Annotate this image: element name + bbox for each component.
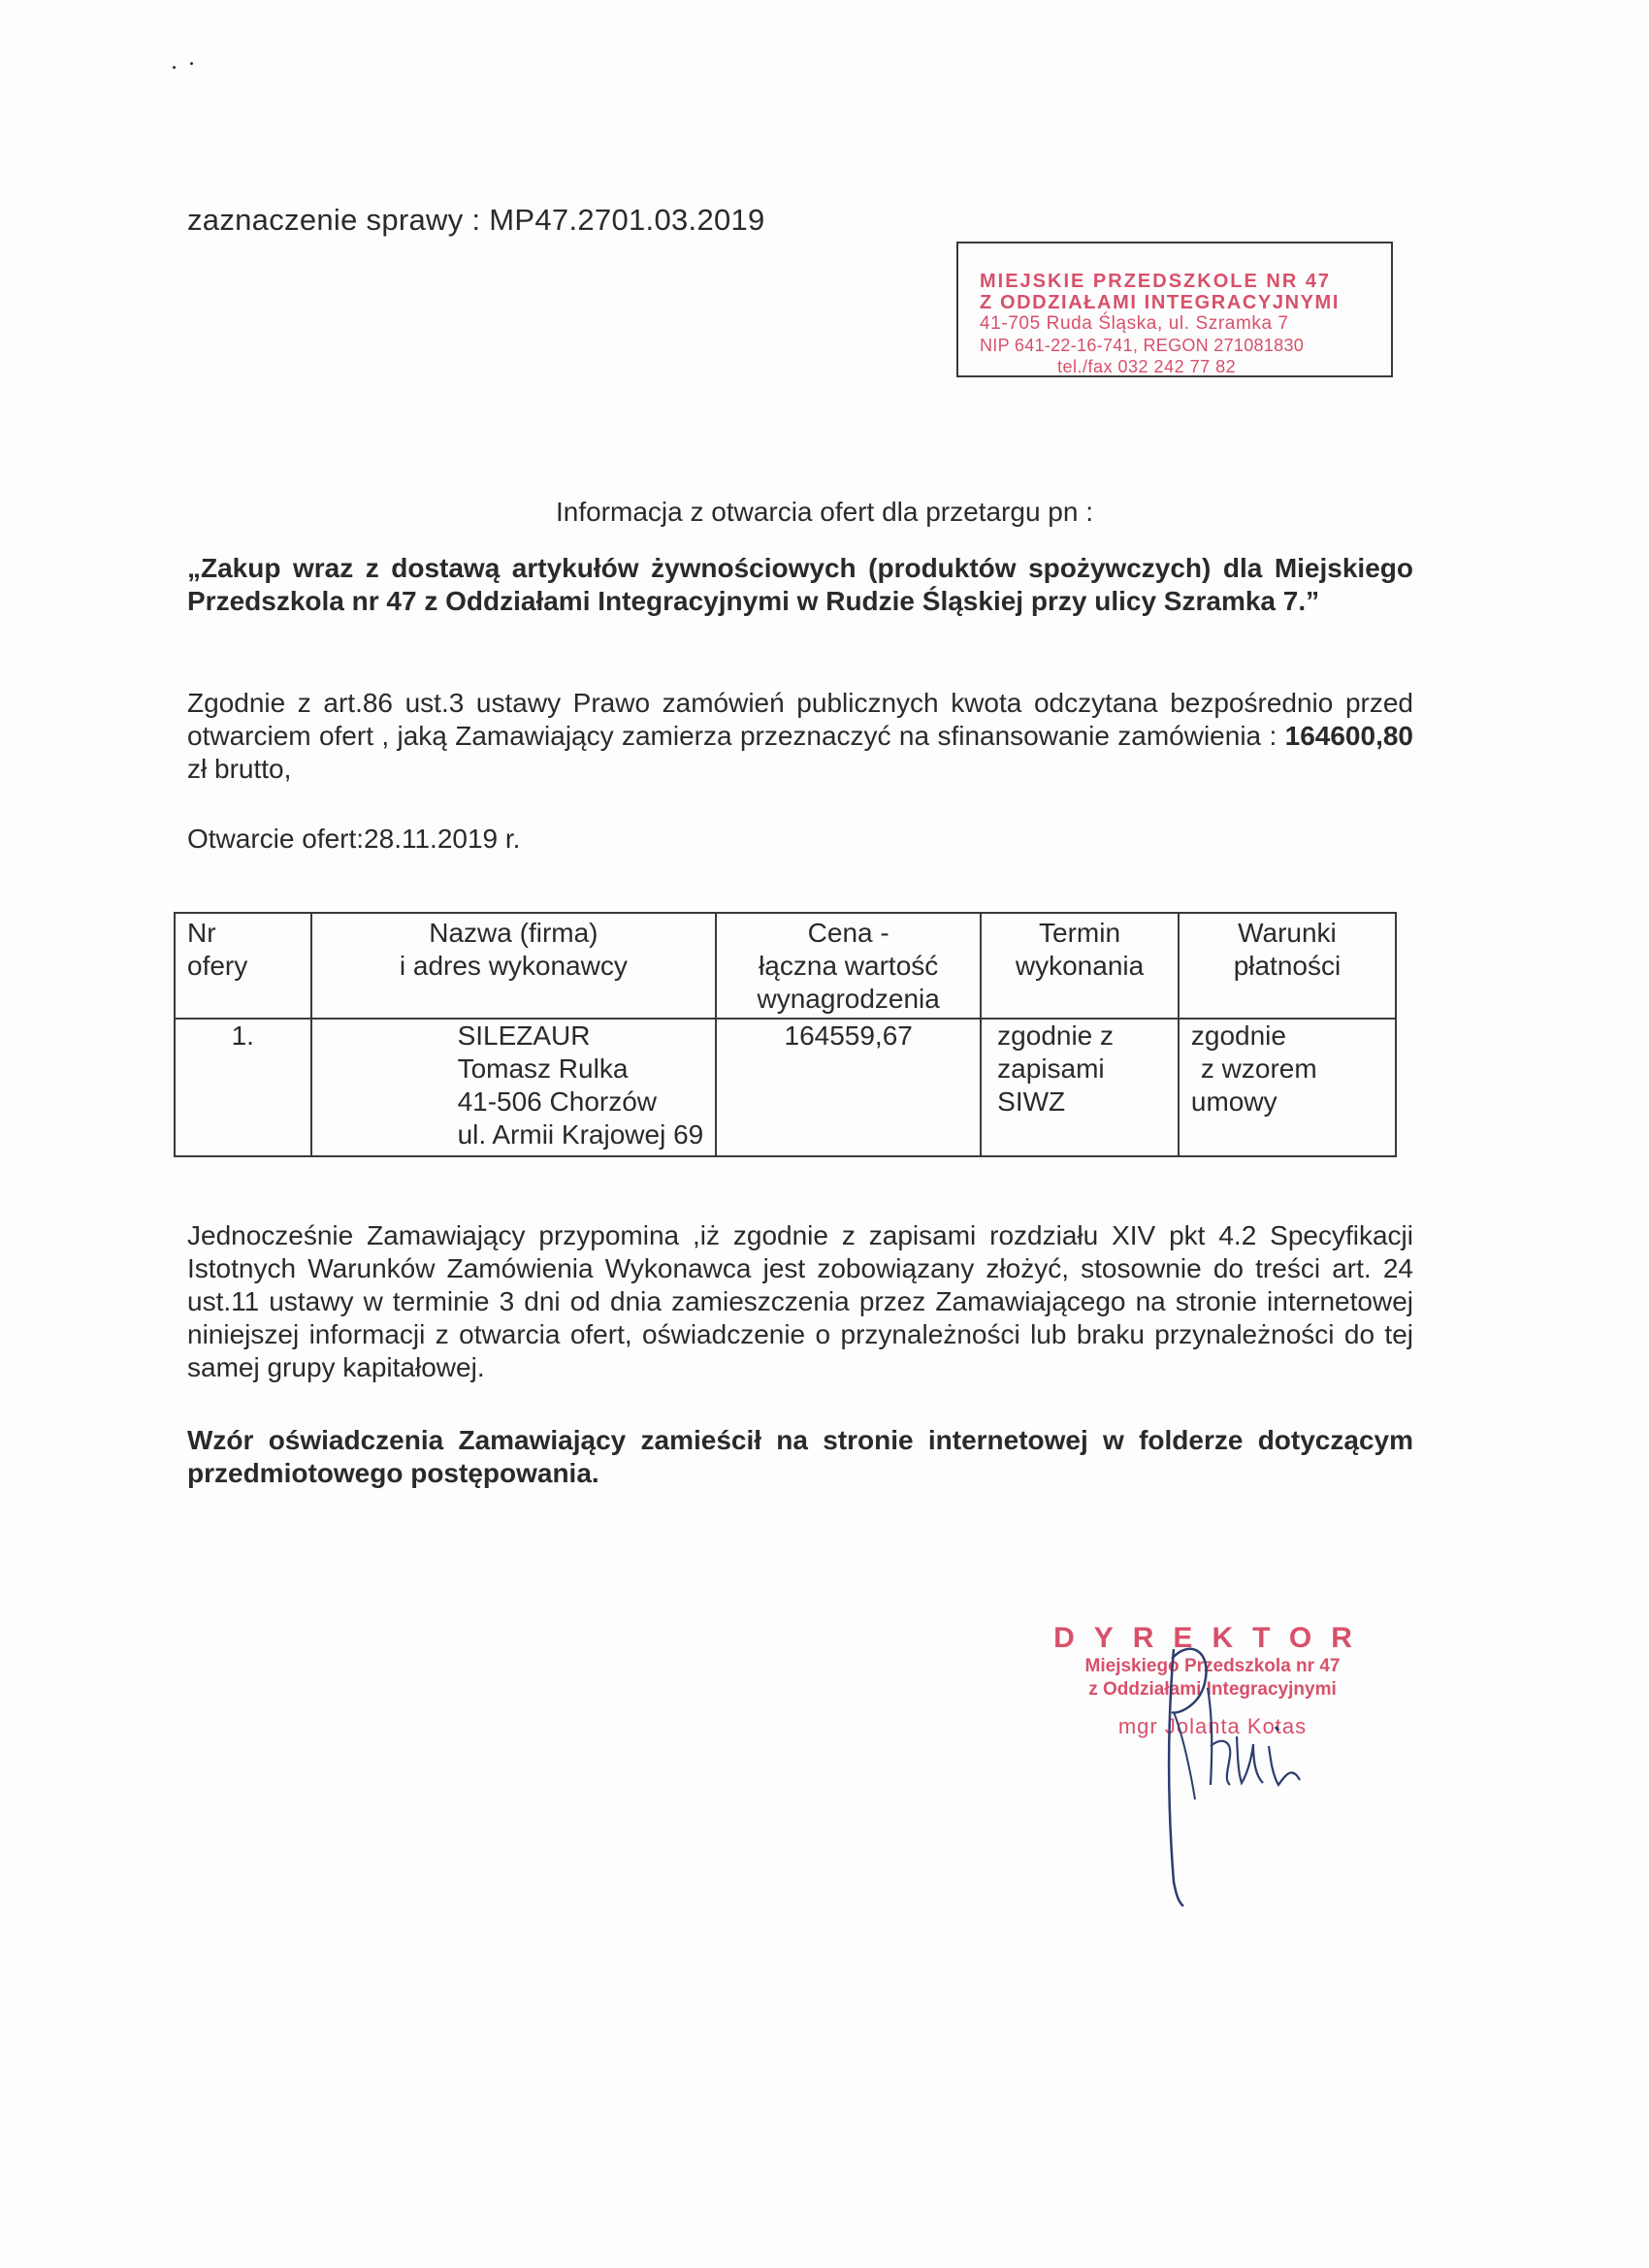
director-stamp-institution: Miejskiego Przedszkola nr 47 <box>1084 1656 1341 1676</box>
stamp-line-institution: MIEJSKIE PRZEDSZKOLE NR 47 <box>980 271 1332 292</box>
stamp-line-nip-regon: NIP 641-22-16-741, REGON 271081830 <box>980 336 1305 355</box>
budget-amount: 164600,80 <box>1284 721 1413 751</box>
director-stamp-subtitle: z Oddziałami Integracyjnymi <box>1088 1679 1337 1700</box>
offer-number-cell: 1. <box>175 1019 311 1156</box>
stamp-line-address: 41-705 Ruda Śląska, ul. Szramka 7 <box>980 313 1289 334</box>
table-row <box>175 1019 1396 1156</box>
case-reference: zaznaczenie sprawy : MP47.2701.03.2019 <box>187 203 765 237</box>
budget-intro-text: Zgodnie z art.86 ust.3 ustawy Prawo zamówień publicznych kwota odczytana bezpośrednio przed otwarciem ofert , jaką Zamawiający zamierza przeznaczyć na sfinansowanie zamówienia : <box>187 688 1413 751</box>
institution-stamp <box>980 271 1397 377</box>
price-cell: 164559,67 <box>716 1019 981 1156</box>
stamp-line-phone: tel./fax 032 242 77 82 <box>1057 357 1237 376</box>
handwritten-signature <box>1116 1630 1358 1911</box>
completion-term-cell: zgodnie z zapisami SIWZ <box>981 1019 1179 1156</box>
document-heading: Informacja z otwarcia ofert dla przetargu pn : <box>555 497 1094 527</box>
director-stamp-title: DYREKTOR <box>1053 1622 1372 1654</box>
template-notice: Wzór oświadczenia Zamawiający zamieścił na stronie internetowej w folderze dotyczącym przedmiotowego postępowania. <box>187 1425 1413 1488</box>
header-payment-terms: Warunki płatności <box>1179 913 1396 1019</box>
reminder-paragraph: Jednocześnie Zamawiający przypomina ,iż zgodnie z zapisami rozdziału XIV pkt 4.2 Specyfikacji Istotnych Warunków Zamówienia Wykonawca jest zobowiązany złożyć, stosownie do treści art. 24 ust.11 ustawy w terminie 3 dni od dnia zamieszczenia przez Zamawiającego na stronie internetowej niniejszej informacji z otwarcia ofert, oświadczenie o przynależności lub braku przynależności do tej samej grupy kapitałowej. <box>187 1220 1413 1382</box>
scan-speck <box>173 66 176 69</box>
payment-terms-cell: zgodnie z wzorem umowy <box>1179 1019 1396 1156</box>
offers-table <box>174 912 1397 1157</box>
contractor-cell: SILEZAUR Tomasz Rulka 41-506 Chorzów ul. Armii Krajowej 69 <box>311 1019 717 1156</box>
director-stamp-name: mgr Jolanta Kotas <box>1117 1714 1308 1738</box>
opening-date: Otwarcie ofert:28.11.2019 r. <box>187 824 521 854</box>
header-offer-number: Nr ofery <box>175 913 311 1019</box>
scan-speck <box>190 62 193 65</box>
header-price: Cena - łączna wartość wynagrodzenia <box>716 913 981 1019</box>
budget-suffix: zł brutto, <box>187 754 292 784</box>
offers-table-header-row <box>175 913 1396 1019</box>
stamp-line-subtitle: Z ODDZIAŁAMI INTEGRACYJNYMI <box>980 292 1340 313</box>
tender-title: „Zakup wraz z dostawą artykułów żywnościowych (produktów spożywczych) dla Miejskiego Przedszkola nr 47 z Oddziałami Integracyjnymi w Rudzie Śląskiej przy ulicy Szramka 7.” <box>187 553 1413 616</box>
header-completion-term: Termin wykonania <box>981 913 1179 1019</box>
budget-paragraph <box>187 687 1413 786</box>
header-contractor: Nazwa (firma) i adres wykonawcy <box>311 913 717 1019</box>
